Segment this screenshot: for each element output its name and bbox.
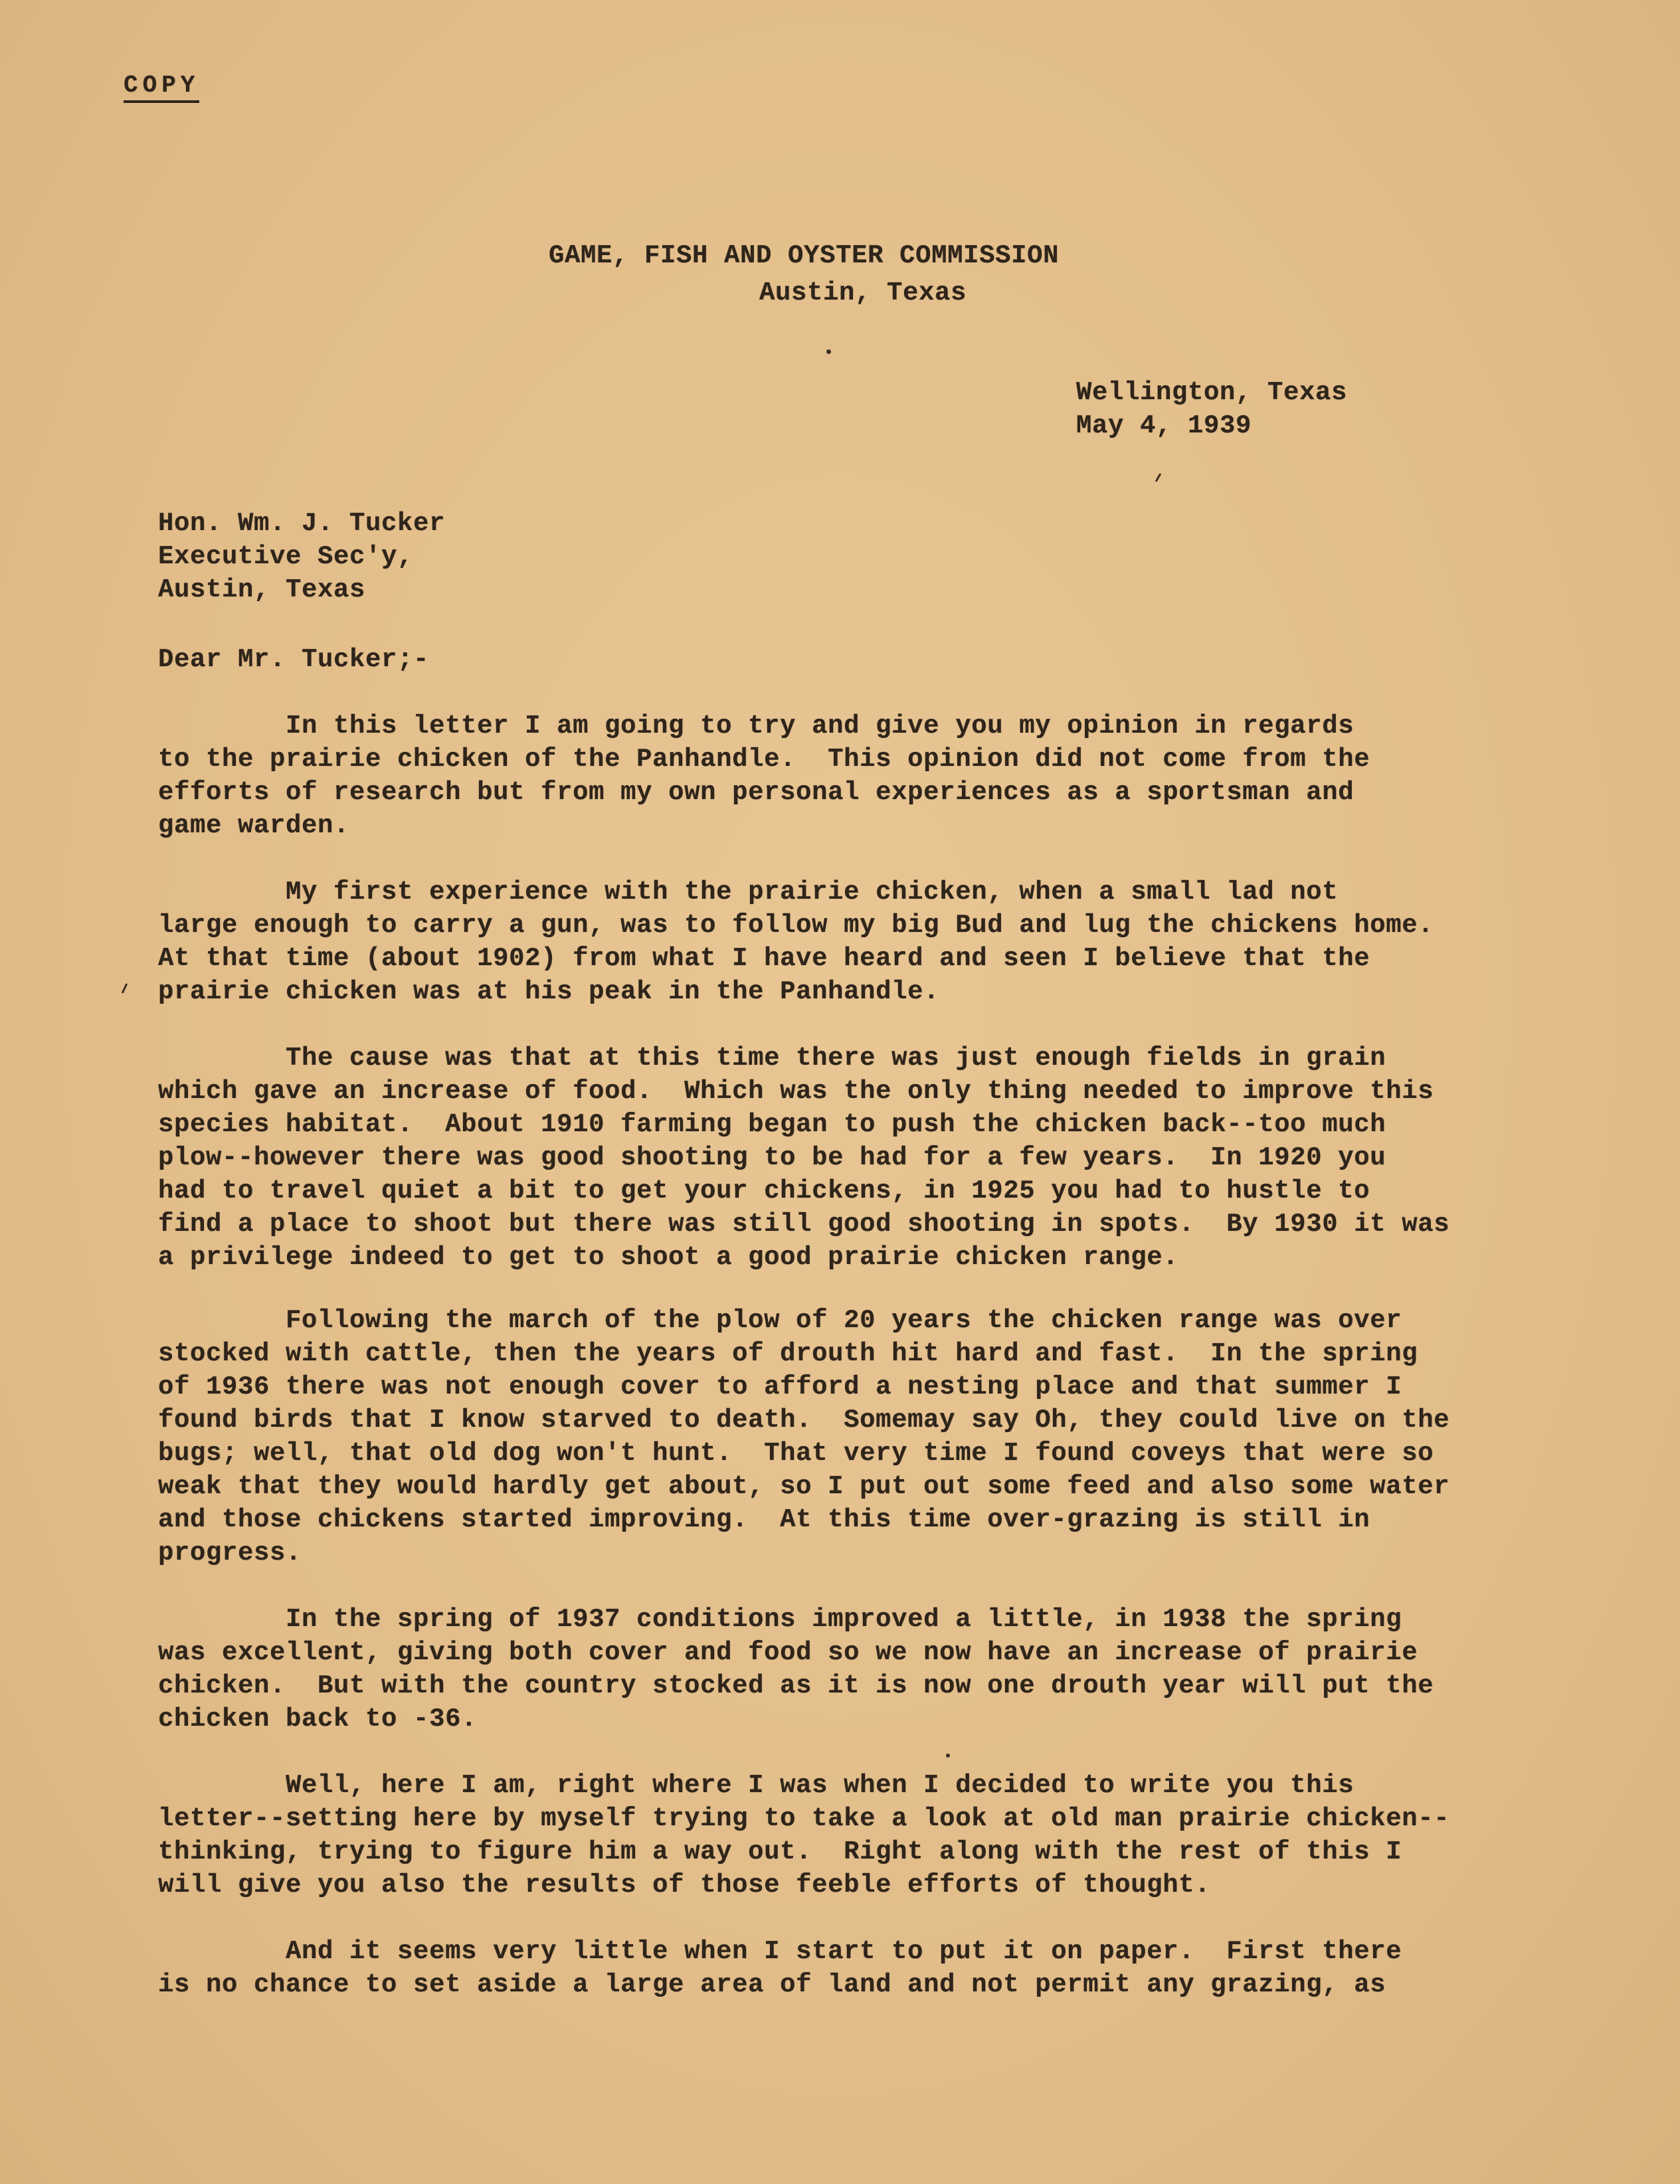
body-line: and those chickens started improving. At this time over-grazing is still in: [158, 1505, 1370, 1534]
letterhead-org: GAME, FISH AND OYSTER COMMISSION: [549, 241, 1060, 270]
body-line: found birds that I know starved to death. Somemay say Oh, they could live on the: [158, 1406, 1450, 1435]
ink-speck: [122, 983, 128, 994]
body-line: will give you also the results of those feeble efforts of thought.: [158, 1870, 1211, 1900]
copy-stamp: COPY: [124, 72, 199, 103]
addressee-line: Hon. Wm. J. Tucker: [158, 509, 446, 538]
body-line: of 1936 there was not enough cover to afford a nesting place and that summer I: [158, 1372, 1402, 1402]
body-line: bugs; well, that old dog won't hunt. That very time I found coveys that were so: [158, 1439, 1434, 1468]
letterhead-city: Austin, Texas: [759, 278, 967, 308]
ink-speck: [826, 349, 831, 354]
body-line: a privilege indeed to get to shoot a good prairie chicken range.: [158, 1243, 1179, 1272]
body-line: game warden.: [158, 811, 350, 840]
body-line: had to travel quiet a bit to get your chickens, in 1925 you had to hustle to: [158, 1176, 1370, 1206]
body-line: which gave an increase of food. Which was the only thing needed to improve this: [158, 1077, 1434, 1106]
ink-speck: [946, 1754, 950, 1758]
body-line: was excellent, giving both cover and food so we now have an increase of prairie: [158, 1638, 1418, 1667]
body-line: is no chance to set aside a large area of land and not permit any grazing, as: [158, 1970, 1386, 1999]
addressee-line: Executive Sec'y,: [158, 542, 414, 571]
body-line: At that time (about 1902) from what I have heard and seen I believe that the: [158, 944, 1370, 973]
body-line: And it seems very little when I start to put it on paper. First there: [158, 1937, 1402, 1966]
body-line: The cause was that at this time there was just enough fields in grain: [158, 1044, 1386, 1073]
body-line: find a place to shoot but there was still good shooting in spots. By 1930 it was: [158, 1210, 1450, 1239]
ink-speck: [1155, 473, 1162, 482]
body-line: to the prairie chicken of the Panhandle. This opinion did not come from the: [158, 745, 1370, 774]
body-line: chicken back to -36.: [158, 1704, 478, 1734]
body-line: large enough to carry a gun, was to follow my big Bud and lug the chickens home.: [158, 911, 1434, 940]
body-line: chicken. But with the country stocked as it is now one drouth year will put the: [158, 1671, 1434, 1700]
body-line: prairie chicken was at his peak in the Panhandle.: [158, 977, 940, 1006]
body-line: weak that they would hardly get about, so I put out some feed and also some water: [158, 1472, 1450, 1501]
body-line: My first experience with the prairie chicken, when a small lad not: [158, 877, 1339, 907]
addressee-line: Austin, Texas: [158, 575, 366, 604]
body-line: letter--setting here by myself trying to take a look at old man prairie chicken--: [158, 1804, 1450, 1833]
body-line: In this letter I am going to try and give you my opinion in regards: [158, 711, 1354, 741]
body-line: Following the march of the plow of 20 years the chicken range was over: [158, 1306, 1402, 1335]
salutation: Dear Mr. Tucker;-: [158, 645, 430, 674]
dateline-date: May 4, 1939: [1076, 411, 1252, 440]
body-line: species habitat. About 1910 farming began to push the chicken back--too much: [158, 1110, 1386, 1139]
body-line: plow--however there was good shooting to be had for a few years. In 1920 you: [158, 1143, 1386, 1172]
body-line: Well, here I am, right where I was when I decided to write you this: [158, 1771, 1354, 1800]
dateline-place: Wellington, Texas: [1076, 378, 1348, 407]
body-line: stocked with cattle, then the years of drouth hit hard and fast. In the spring: [158, 1339, 1418, 1368]
body-line: progress.: [158, 1538, 302, 1568]
body-line: In the spring of 1937 conditions improved a little, in 1938 the spring: [158, 1605, 1402, 1634]
body-line: thinking, trying to figure him a way out. Right along with the rest of this I: [158, 1837, 1402, 1866]
body-line: efforts of research but from my own personal experiences as a sportsman and: [158, 778, 1354, 807]
